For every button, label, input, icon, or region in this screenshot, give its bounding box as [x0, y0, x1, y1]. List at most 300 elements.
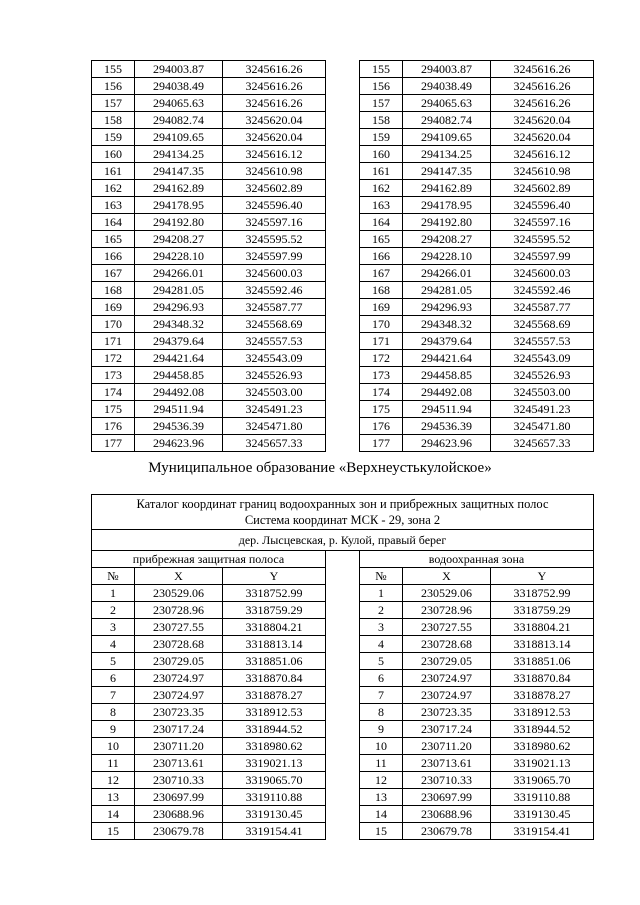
y-coordinate-cell: 3318944.52 — [223, 721, 326, 738]
x-coordinate-cell: 294038.49 — [135, 78, 223, 95]
x-coordinate-cell: 294208.27 — [135, 231, 223, 248]
x-coordinate-cell: 294038.49 — [403, 78, 491, 95]
table-row — [92, 704, 594, 721]
point-number-cell: 161 — [360, 163, 403, 180]
x-coordinate-cell: 294109.65 — [135, 129, 223, 146]
point-number-cell: 6 — [360, 670, 403, 687]
y-coordinate-cell: 3245596.40 — [491, 197, 594, 214]
column-gap — [326, 619, 360, 636]
x-coordinate-cell: 230697.99 — [403, 789, 491, 806]
column-gap — [326, 316, 360, 333]
point-number-cell: 161 — [92, 163, 135, 180]
y-coordinate-cell: 3245526.93 — [491, 367, 594, 384]
point-number-cell: 11 — [92, 755, 135, 772]
point-number-cell: 170 — [360, 316, 403, 333]
x-coordinate-cell: 230723.35 — [403, 704, 491, 721]
point-number-cell: 9 — [92, 721, 135, 738]
col-header-x: X — [135, 568, 223, 585]
y-coordinate-cell: 3318980.62 — [223, 738, 326, 755]
y-coordinate-cell: 3245557.53 — [223, 333, 326, 350]
point-number-cell: 171 — [360, 333, 403, 350]
x-coordinate-cell: 230529.06 — [135, 585, 223, 602]
x-coordinate-cell: 230679.78 — [403, 823, 491, 840]
x-coordinate-cell: 294536.39 — [403, 418, 491, 435]
table-row — [92, 180, 594, 197]
x-coordinate-cell: 230713.61 — [135, 755, 223, 772]
column-gap — [326, 401, 360, 418]
y-coordinate-cell: 3319110.88 — [223, 789, 326, 806]
column-gap — [326, 435, 360, 452]
y-coordinate-cell: 3245596.40 — [223, 197, 326, 214]
point-number-cell: 12 — [92, 772, 135, 789]
table-row — [92, 823, 594, 840]
x-coordinate-cell: 294281.05 — [135, 282, 223, 299]
x-coordinate-cell: 294065.63 — [135, 95, 223, 112]
y-coordinate-cell: 3318759.29 — [491, 602, 594, 619]
x-coordinate-cell: 230529.06 — [403, 585, 491, 602]
point-number-cell: 164 — [360, 214, 403, 231]
point-number-cell: 4 — [360, 636, 403, 653]
x-coordinate-cell: 294458.85 — [403, 367, 491, 384]
point-number-cell: 169 — [360, 299, 403, 316]
y-coordinate-cell: 3245597.16 — [223, 214, 326, 231]
table-row — [92, 163, 594, 180]
y-coordinate-cell: 3318804.21 — [491, 619, 594, 636]
point-number-cell: 2 — [360, 602, 403, 619]
y-coordinate-cell: 3245616.12 — [491, 146, 594, 163]
column-gap — [326, 112, 360, 129]
x-coordinate-cell: 294348.32 — [135, 316, 223, 333]
column-gap — [326, 350, 360, 367]
column-gap — [326, 551, 360, 568]
y-coordinate-cell: 3245587.77 — [223, 299, 326, 316]
y-coordinate-cell: 3245620.04 — [491, 129, 594, 146]
table-row — [92, 585, 594, 602]
y-coordinate-cell: 3318980.62 — [491, 738, 594, 755]
table-row — [92, 806, 594, 823]
y-coordinate-cell: 3318878.27 — [223, 687, 326, 704]
col-header-no: № — [360, 568, 403, 585]
table-row — [92, 738, 594, 755]
point-number-cell: 14 — [360, 806, 403, 823]
table-row — [92, 146, 594, 163]
point-number-cell: 8 — [92, 704, 135, 721]
point-number-cell: 10 — [360, 738, 403, 755]
column-gap — [326, 755, 360, 772]
column-gap — [326, 568, 360, 585]
point-number-cell: 1 — [92, 585, 135, 602]
y-coordinate-cell: 3245595.52 — [491, 231, 594, 248]
y-coordinate-cell: 3318851.06 — [223, 653, 326, 670]
column-gap — [326, 231, 360, 248]
x-coordinate-cell: 294162.89 — [135, 180, 223, 197]
x-coordinate-cell: 294458.85 — [135, 367, 223, 384]
point-number-cell: 8 — [360, 704, 403, 721]
y-coordinate-cell: 3245597.16 — [491, 214, 594, 231]
y-coordinate-cell: 3245616.26 — [223, 95, 326, 112]
y-coordinate-cell: 3319130.45 — [491, 806, 594, 823]
column-gap — [326, 704, 360, 721]
column-gap — [326, 806, 360, 823]
x-coordinate-cell: 294178.95 — [403, 197, 491, 214]
y-coordinate-cell: 3318912.53 — [491, 704, 594, 721]
point-number-cell: 173 — [92, 367, 135, 384]
point-number-cell: 165 — [360, 231, 403, 248]
column-gap — [326, 265, 360, 282]
x-coordinate-cell: 294623.96 — [403, 435, 491, 452]
y-coordinate-cell: 3245592.46 — [223, 282, 326, 299]
column-gap — [326, 146, 360, 163]
column-gap — [326, 197, 360, 214]
point-number-cell: 176 — [360, 418, 403, 435]
point-number-cell: 13 — [360, 789, 403, 806]
x-coordinate-cell: 230728.96 — [403, 602, 491, 619]
x-coordinate-cell: 230729.05 — [135, 653, 223, 670]
point-number-cell: 174 — [92, 384, 135, 401]
y-coordinate-cell: 3245620.04 — [223, 112, 326, 129]
point-number-cell: 163 — [360, 197, 403, 214]
y-coordinate-cell: 3245592.46 — [491, 282, 594, 299]
column-gap — [326, 333, 360, 350]
catalog-title-row — [92, 495, 594, 530]
y-coordinate-cell: 3318752.99 — [491, 585, 594, 602]
left-section-caption: прибрежная защитная полоса — [92, 551, 326, 568]
y-coordinate-cell: 3245610.98 — [491, 163, 594, 180]
x-coordinate-cell: 294178.95 — [135, 197, 223, 214]
point-number-cell: 162 — [92, 180, 135, 197]
y-coordinate-cell: 3318752.99 — [223, 585, 326, 602]
point-number-cell: 164 — [92, 214, 135, 231]
location-label: дер. Лысцевская, р. Кулой, правый берег — [92, 530, 594, 551]
x-coordinate-cell: 294296.93 — [135, 299, 223, 316]
point-number-cell: 173 — [360, 367, 403, 384]
y-coordinate-cell: 3319130.45 — [223, 806, 326, 823]
column-gap — [326, 585, 360, 602]
y-coordinate-cell: 3245616.26 — [491, 95, 594, 112]
table-row — [92, 789, 594, 806]
table-row — [92, 619, 594, 636]
y-coordinate-cell: 3245602.89 — [223, 180, 326, 197]
x-coordinate-cell: 294134.25 — [403, 146, 491, 163]
table-row — [92, 61, 594, 78]
point-number-cell: 163 — [92, 197, 135, 214]
y-coordinate-cell: 3245503.00 — [491, 384, 594, 401]
y-coordinate-cell: 3245587.77 — [491, 299, 594, 316]
column-gap — [326, 687, 360, 704]
point-number-cell: 175 — [92, 401, 135, 418]
table-row — [92, 112, 594, 129]
x-coordinate-cell: 230723.35 — [135, 704, 223, 721]
y-coordinate-cell: 3245595.52 — [223, 231, 326, 248]
x-coordinate-cell: 294511.94 — [135, 401, 223, 418]
x-coordinate-cell: 294511.94 — [403, 401, 491, 418]
y-coordinate-cell: 3319021.13 — [491, 755, 594, 772]
table-row — [92, 129, 594, 146]
column-gap — [326, 61, 360, 78]
y-coordinate-cell: 3318851.06 — [491, 653, 594, 670]
point-number-cell: 2 — [92, 602, 135, 619]
x-coordinate-cell: 230711.20 — [403, 738, 491, 755]
point-number-cell: 156 — [92, 78, 135, 95]
y-coordinate-cell: 3245568.69 — [491, 316, 594, 333]
point-number-cell: 5 — [360, 653, 403, 670]
y-coordinate-cell: 3318912.53 — [223, 704, 326, 721]
column-gap — [326, 78, 360, 95]
col-header-no: № — [92, 568, 135, 585]
y-coordinate-cell: 3245657.33 — [491, 435, 594, 452]
x-coordinate-cell: 294147.35 — [403, 163, 491, 180]
point-number-cell: 159 — [92, 129, 135, 146]
x-coordinate-cell: 294536.39 — [135, 418, 223, 435]
x-coordinate-cell: 294082.74 — [135, 112, 223, 129]
y-coordinate-cell: 3318878.27 — [491, 687, 594, 704]
x-coordinate-cell: 230697.99 — [135, 789, 223, 806]
point-number-cell: 9 — [360, 721, 403, 738]
point-number-cell: 172 — [360, 350, 403, 367]
table-row — [92, 636, 594, 653]
point-number-cell: 157 — [360, 95, 403, 112]
point-number-cell: 168 — [92, 282, 135, 299]
table-row — [92, 367, 594, 384]
table-row — [92, 316, 594, 333]
column-gap — [326, 721, 360, 738]
x-coordinate-cell: 294109.65 — [403, 129, 491, 146]
table-row — [92, 653, 594, 670]
x-coordinate-cell: 294162.89 — [403, 180, 491, 197]
x-coordinate-cell: 230710.33 — [135, 772, 223, 789]
y-coordinate-cell: 3319065.70 — [491, 772, 594, 789]
x-coordinate-cell: 294134.25 — [135, 146, 223, 163]
x-coordinate-cell: 294228.10 — [403, 248, 491, 265]
point-number-cell: 160 — [92, 146, 135, 163]
point-number-cell: 177 — [360, 435, 403, 452]
x-coordinate-cell: 230713.61 — [403, 755, 491, 772]
column-gap — [326, 602, 360, 619]
x-coordinate-cell: 294379.64 — [135, 333, 223, 350]
x-coordinate-cell: 230688.96 — [135, 806, 223, 823]
table-row — [92, 687, 594, 704]
x-coordinate-cell: 230724.97 — [403, 687, 491, 704]
y-coordinate-cell: 3318870.84 — [491, 670, 594, 687]
point-number-cell: 172 — [92, 350, 135, 367]
table-row — [92, 282, 594, 299]
y-coordinate-cell: 3318804.21 — [223, 619, 326, 636]
point-number-cell: 159 — [360, 129, 403, 146]
point-number-cell: 166 — [92, 248, 135, 265]
x-coordinate-cell: 294623.96 — [135, 435, 223, 452]
table-row — [92, 670, 594, 687]
x-coordinate-cell: 230728.68 — [403, 636, 491, 653]
y-coordinate-cell: 3319154.41 — [491, 823, 594, 840]
x-coordinate-cell: 230727.55 — [135, 619, 223, 636]
y-coordinate-cell: 3245620.04 — [491, 112, 594, 129]
column-header-row — [92, 568, 594, 585]
y-coordinate-cell: 3245657.33 — [223, 435, 326, 452]
x-coordinate-cell: 230717.24 — [135, 721, 223, 738]
x-coordinate-cell: 230724.97 — [135, 687, 223, 704]
x-coordinate-cell: 294147.35 — [135, 163, 223, 180]
point-number-cell: 15 — [92, 823, 135, 840]
x-coordinate-cell: 294296.93 — [403, 299, 491, 316]
table-row — [92, 197, 594, 214]
column-gap — [326, 772, 360, 789]
x-coordinate-cell: 294421.64 — [135, 350, 223, 367]
point-number-cell: 156 — [360, 78, 403, 95]
table-row — [92, 95, 594, 112]
x-coordinate-cell: 294082.74 — [403, 112, 491, 129]
point-number-cell: 174 — [360, 384, 403, 401]
point-number-cell: 14 — [92, 806, 135, 823]
y-coordinate-cell: 3245600.03 — [491, 265, 594, 282]
table-row — [92, 214, 594, 231]
y-coordinate-cell: 3318813.14 — [491, 636, 594, 653]
col-header-y: Y — [223, 568, 326, 585]
column-gap — [326, 282, 360, 299]
x-coordinate-cell: 294003.87 — [135, 61, 223, 78]
x-coordinate-cell: 230724.97 — [135, 670, 223, 687]
point-number-cell: 7 — [360, 687, 403, 704]
y-coordinate-cell: 3245620.04 — [223, 129, 326, 146]
table-row — [92, 772, 594, 789]
table-row — [92, 384, 594, 401]
y-coordinate-cell: 3245610.98 — [223, 163, 326, 180]
x-coordinate-cell: 294492.08 — [403, 384, 491, 401]
table-row — [92, 248, 594, 265]
y-coordinate-cell: 3319110.88 — [491, 789, 594, 806]
x-coordinate-cell: 294492.08 — [135, 384, 223, 401]
catalog-title — [92, 495, 594, 530]
y-coordinate-cell: 3245471.80 — [491, 418, 594, 435]
y-coordinate-cell: 3245616.12 — [223, 146, 326, 163]
y-coordinate-cell: 3245616.26 — [223, 78, 326, 95]
y-coordinate-cell: 3245616.26 — [223, 61, 326, 78]
x-coordinate-cell: 230717.24 — [403, 721, 491, 738]
column-gap — [326, 299, 360, 316]
col-header-x: X — [403, 568, 491, 585]
y-coordinate-cell: 3245471.80 — [223, 418, 326, 435]
y-coordinate-cell: 3245597.99 — [223, 248, 326, 265]
point-number-cell: 175 — [360, 401, 403, 418]
point-number-cell: 170 — [92, 316, 135, 333]
table-row — [92, 265, 594, 282]
point-number-cell: 167 — [360, 265, 403, 282]
column-gap — [326, 670, 360, 687]
x-coordinate-cell: 294348.32 — [403, 316, 491, 333]
y-coordinate-cell: 3245616.26 — [491, 61, 594, 78]
y-coordinate-cell: 3319154.41 — [223, 823, 326, 840]
x-coordinate-cell: 294228.10 — [135, 248, 223, 265]
point-number-cell: 12 — [360, 772, 403, 789]
y-coordinate-cell: 3245568.69 — [223, 316, 326, 333]
column-gap — [326, 95, 360, 112]
x-coordinate-cell: 230727.55 — [403, 619, 491, 636]
x-coordinate-cell: 294379.64 — [403, 333, 491, 350]
point-number-cell: 158 — [360, 112, 403, 129]
y-coordinate-cell: 3245543.09 — [491, 350, 594, 367]
point-number-cell: 1 — [360, 585, 403, 602]
right-section-caption: водоохранная зона — [360, 551, 594, 568]
municipality-title: Муниципальное образование «Верхнеустькулойское» — [148, 460, 492, 476]
col-header-y: Y — [491, 568, 594, 585]
point-number-cell: 10 — [92, 738, 135, 755]
point-number-cell: 4 — [92, 636, 135, 653]
x-coordinate-cell: 294003.87 — [403, 61, 491, 78]
x-coordinate-cell: 230688.96 — [403, 806, 491, 823]
x-coordinate-cell: 294266.01 — [403, 265, 491, 282]
y-coordinate-cell: 3318870.84 — [223, 670, 326, 687]
y-coordinate-cell: 3245503.00 — [223, 384, 326, 401]
x-coordinate-cell: 230711.20 — [135, 738, 223, 755]
table-row — [92, 333, 594, 350]
column-gap — [326, 636, 360, 653]
point-number-cell: 165 — [92, 231, 135, 248]
column-gap — [326, 653, 360, 670]
column-gap — [326, 248, 360, 265]
point-number-cell: 6 — [92, 670, 135, 687]
x-coordinate-cell: 294192.80 — [135, 214, 223, 231]
x-coordinate-cell: 294281.05 — [403, 282, 491, 299]
x-coordinate-cell: 294192.80 — [403, 214, 491, 231]
column-gap — [326, 180, 360, 197]
y-coordinate-cell: 3245491.23 — [223, 401, 326, 418]
y-coordinate-cell: 3318944.52 — [491, 721, 594, 738]
column-gap — [326, 367, 360, 384]
y-coordinate-cell: 3318759.29 — [223, 602, 326, 619]
point-number-cell: 13 — [92, 789, 135, 806]
y-coordinate-cell: 3245526.93 — [223, 367, 326, 384]
table-row — [92, 435, 594, 452]
catalog-title-line2: Система координат МСК - 29, зона 2 — [244, 513, 441, 527]
x-coordinate-cell: 230724.97 — [403, 670, 491, 687]
location-row — [92, 530, 594, 551]
x-coordinate-cell: 230729.05 — [403, 653, 491, 670]
table-row — [92, 755, 594, 772]
point-number-cell: 162 — [360, 180, 403, 197]
x-coordinate-cell: 230728.68 — [135, 636, 223, 653]
y-coordinate-cell: 3245543.09 — [223, 350, 326, 367]
point-number-cell: 168 — [360, 282, 403, 299]
table-row — [92, 231, 594, 248]
y-coordinate-cell: 3245616.26 — [491, 78, 594, 95]
point-number-cell: 177 — [92, 435, 135, 452]
point-number-cell: 166 — [360, 248, 403, 265]
section-caption-row — [92, 551, 594, 568]
point-number-cell: 155 — [92, 61, 135, 78]
point-number-cell: 169 — [92, 299, 135, 316]
x-coordinate-cell: 294065.63 — [403, 95, 491, 112]
x-coordinate-cell: 294208.27 — [403, 231, 491, 248]
table-row — [92, 602, 594, 619]
y-coordinate-cell: 3318813.14 — [223, 636, 326, 653]
y-coordinate-cell: 3245491.23 — [491, 401, 594, 418]
column-gap — [326, 738, 360, 755]
table-row — [92, 401, 594, 418]
point-number-cell: 155 — [360, 61, 403, 78]
point-number-cell: 176 — [92, 418, 135, 435]
point-number-cell: 15 — [360, 823, 403, 840]
x-coordinate-cell: 230710.33 — [403, 772, 491, 789]
x-coordinate-cell: 294421.64 — [403, 350, 491, 367]
point-number-cell: 157 — [92, 95, 135, 112]
point-number-cell: 160 — [360, 146, 403, 163]
column-gap — [326, 823, 360, 840]
point-number-cell: 3 — [92, 619, 135, 636]
catalog-title-line1: Каталог координат границ водоохранных зон и прибрежных защитных полос — [136, 497, 549, 511]
y-coordinate-cell: 3245600.03 — [223, 265, 326, 282]
point-number-cell: 5 — [92, 653, 135, 670]
top-coordinates-table — [91, 60, 594, 452]
point-number-cell: 11 — [360, 755, 403, 772]
